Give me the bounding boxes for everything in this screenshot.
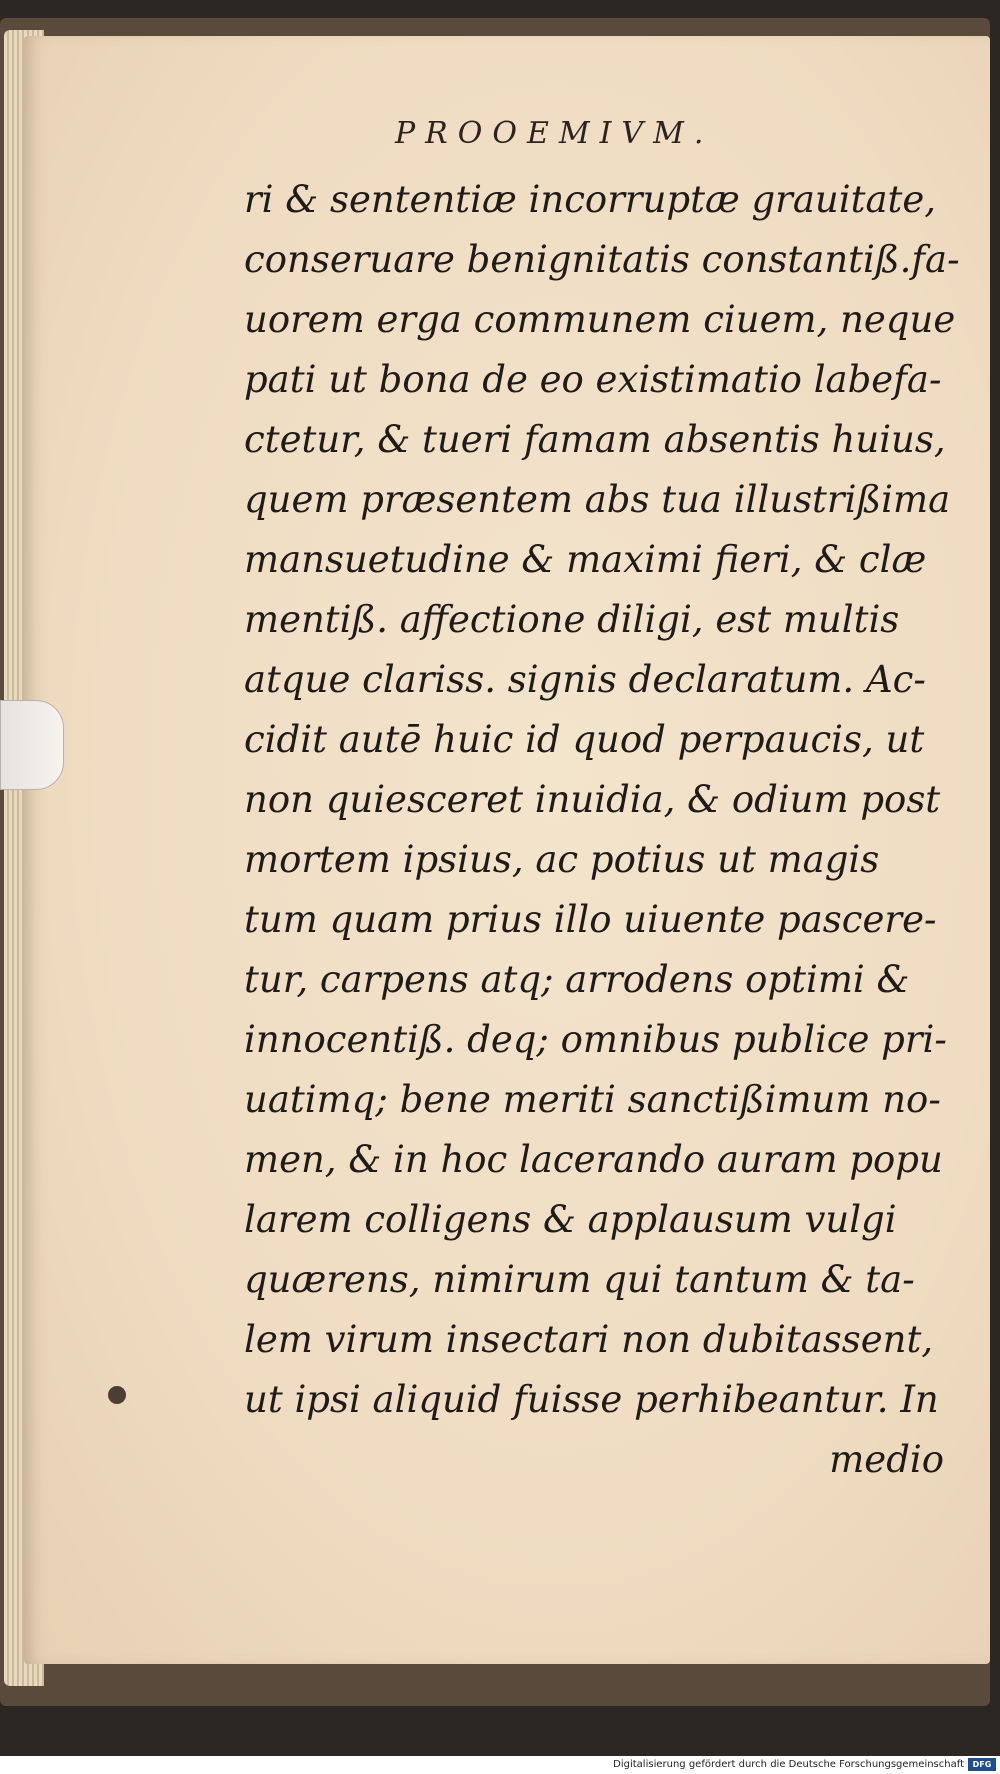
dfg-logo-icon: DFG xyxy=(968,1758,996,1771)
text-line: ri & sententiæ incorruptæ grauitate, xyxy=(244,178,937,221)
footer-credit: Digitalisierung gefördert durch die Deutsche Forschungsgemeinschaft xyxy=(613,1759,964,1770)
text-line: quem præsentem abs tua illustrißima xyxy=(244,478,951,521)
text-line: ctetur, & tueri famam absentis huius, xyxy=(244,418,946,461)
text-line: ut ipsi aliquid fuisse perhibeantur. In xyxy=(244,1378,939,1421)
text-line: mortem ipsius, ac potius ut magis xyxy=(244,838,880,881)
text-line: pati ut bona de eo existimatio labefa- xyxy=(244,358,942,401)
text-line: conseruare benignitatis constantiß.fa- xyxy=(244,238,960,281)
text-line: tur, carpens atq; arrodens optimi & xyxy=(244,958,910,1001)
text-line: innocentiß. deq; omnibus publice pri- xyxy=(244,1018,947,1061)
text-line: non quiesceret inuidia, & odium post xyxy=(244,778,941,821)
text-line: uorem erga communem ciuem, neque xyxy=(244,298,956,341)
catchword: medio xyxy=(829,1438,944,1481)
footer-bar xyxy=(0,1756,1000,1774)
text-line: mansuetudine & maximi fieri, & clæ xyxy=(244,538,927,581)
text-line: men, & in hoc lacerando auram popu xyxy=(244,1138,943,1181)
text-line: cidit autē huic id quod perpaucis, ut xyxy=(244,718,925,761)
page-heading: PROOEMIVM. xyxy=(395,116,714,151)
text-line: uatimq; bene meriti sanctißimum no- xyxy=(244,1078,941,1121)
text-line: larem colligens & applausum vulgi xyxy=(244,1198,897,1241)
text-line: tum quam prius illo uiuente pascere- xyxy=(244,898,937,941)
bookmark-tab xyxy=(0,700,64,790)
ink-spot xyxy=(108,1386,126,1404)
text-line: lem virum insectari non dubitassent, xyxy=(244,1318,934,1361)
body-text xyxy=(244,170,960,1481)
text-line: mentiß. affectione diligi, est multis xyxy=(244,598,900,641)
text-line: atque clariss. signis declaratum. Ac- xyxy=(244,658,926,701)
text-line: quærens, nimirum qui tantum & ta- xyxy=(244,1258,915,1301)
